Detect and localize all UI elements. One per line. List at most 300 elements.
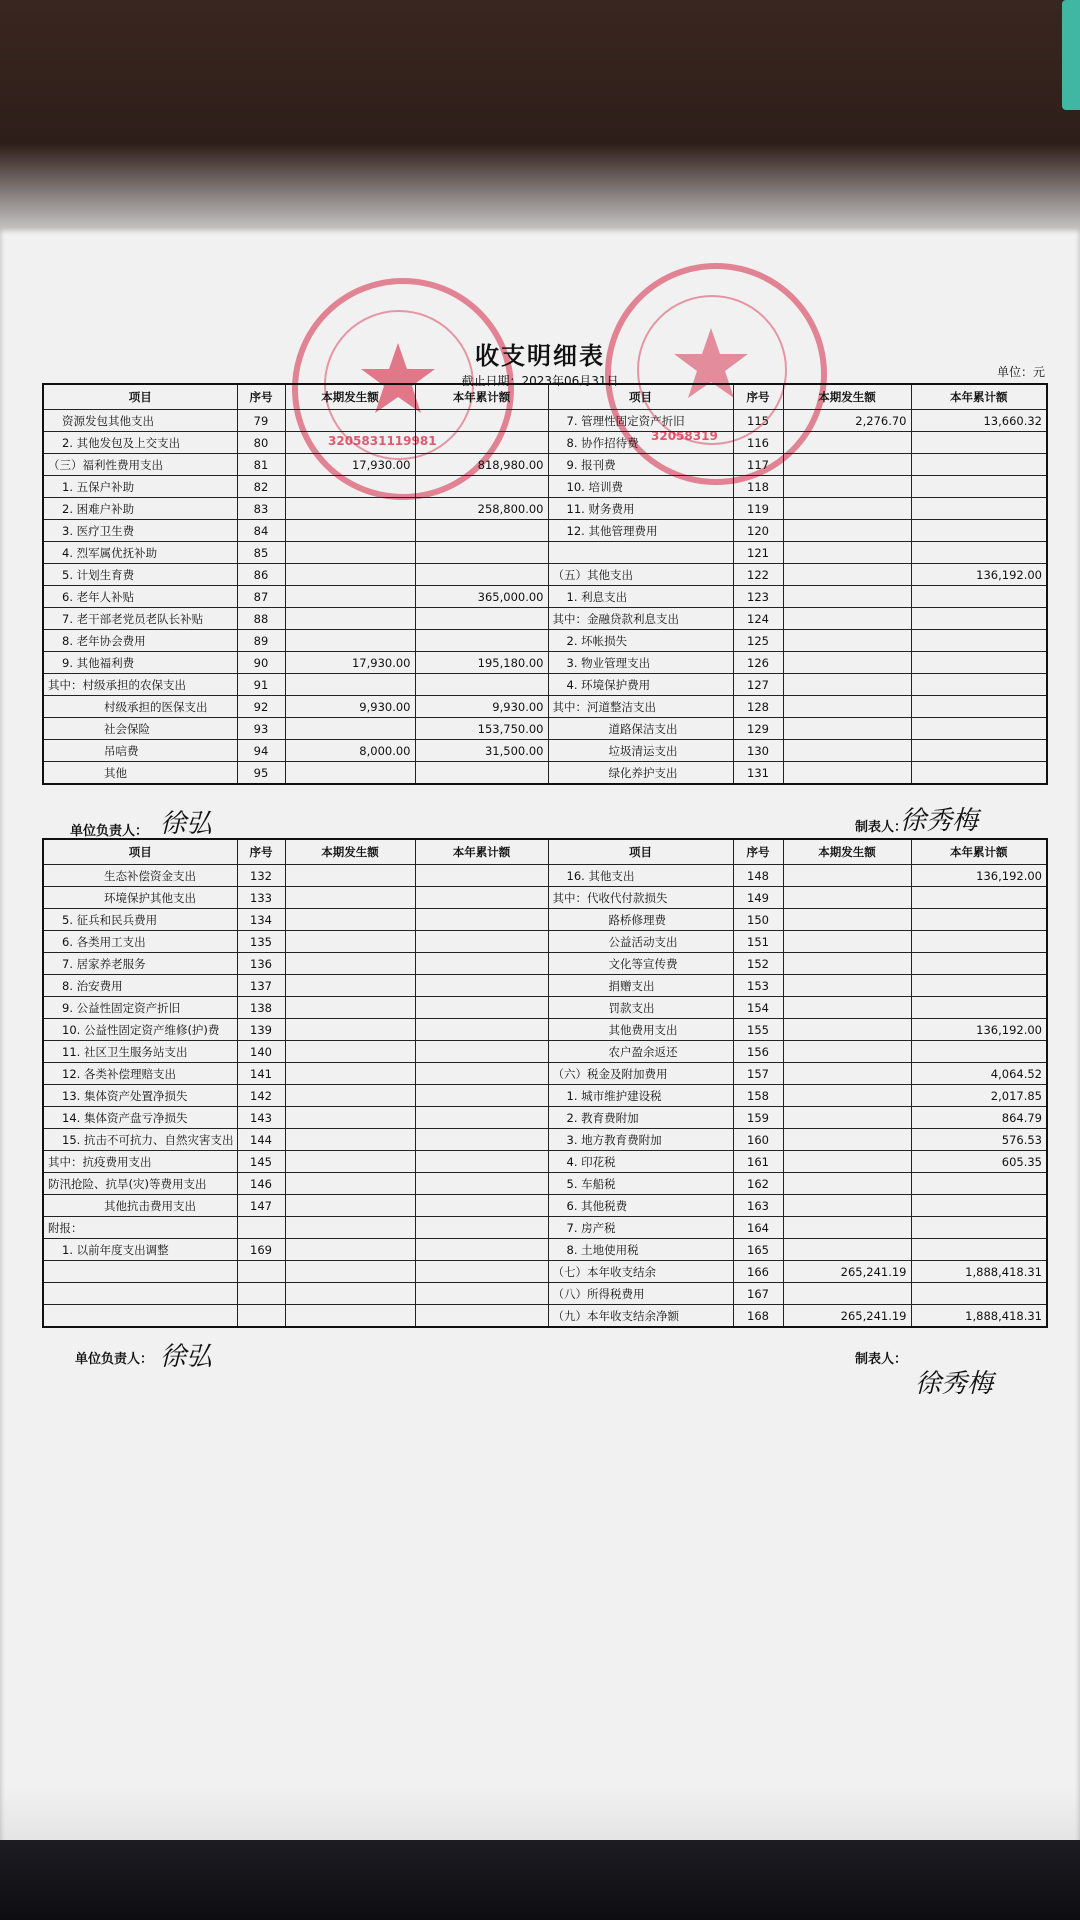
table-row — [43, 997, 1047, 1019]
ytd-right: 136,192.00 — [911, 865, 1047, 887]
seq-right: 148 — [733, 865, 783, 887]
ytd-left: 195,180.00 — [415, 652, 548, 674]
current-left — [285, 1085, 415, 1107]
current-right — [783, 953, 911, 975]
seq-right: 167 — [733, 1283, 783, 1305]
ytd-right — [911, 931, 1047, 953]
seq-right: 163 — [733, 1195, 783, 1217]
table-row — [43, 630, 1047, 652]
item-right: 文化等宣传费 — [548, 953, 733, 975]
item-right: 10. 培训费 — [548, 476, 733, 498]
item-right: 道路保洁支出 — [548, 718, 733, 740]
item-right: 公益活动支出 — [548, 931, 733, 953]
seq-left: 137 — [237, 975, 285, 997]
ytd-left — [415, 1305, 548, 1328]
current-left — [285, 520, 415, 542]
seq-left: 134 — [237, 909, 285, 931]
seq-left: 82 — [237, 476, 285, 498]
ytd-left — [415, 1217, 548, 1239]
ytd-left — [415, 542, 548, 564]
item-left: 7. 老干部老党员老队长补贴 — [43, 608, 237, 630]
responsible-label-1: 单位负责人： — [70, 824, 149, 839]
ytd-left — [415, 1239, 548, 1261]
seq-left: 141 — [237, 1063, 285, 1085]
seq-left: 94 — [237, 740, 285, 762]
table-row — [43, 1041, 1047, 1063]
ytd-right — [911, 1173, 1047, 1195]
table-row — [43, 586, 1047, 608]
current-right: 265,241.19 — [783, 1261, 911, 1283]
seq-left: 135 — [237, 931, 285, 953]
ytd-right — [911, 454, 1047, 476]
ytd-left — [415, 410, 548, 432]
ytd-left — [415, 476, 548, 498]
item-right: 其中：河道整洁支出 — [548, 696, 733, 718]
ytd-right — [911, 718, 1047, 740]
current-left — [285, 542, 415, 564]
seq-right: 154 — [733, 997, 783, 1019]
desk-background-bottom — [0, 1840, 1080, 1920]
current-left — [285, 630, 415, 652]
seq-right: 152 — [733, 953, 783, 975]
responsible-signature-2: 徐弘 — [160, 1342, 213, 1372]
ytd-right — [911, 1217, 1047, 1239]
current-right — [783, 652, 911, 674]
item-right: 16. 其他支出 — [548, 865, 733, 887]
table-row — [43, 1063, 1047, 1085]
current-right — [783, 520, 911, 542]
item-right: 9. 报刊费 — [548, 454, 733, 476]
current-left — [285, 887, 415, 909]
ytd-left — [415, 865, 548, 887]
seq-right: 168 — [733, 1305, 783, 1328]
seq-left — [237, 1261, 285, 1283]
current-right — [783, 1217, 911, 1239]
item-right: 11. 财务费用 — [548, 498, 733, 520]
seq-left: 91 — [237, 674, 285, 696]
table-row — [43, 931, 1047, 953]
table-header: 项目 序号 本期发生额 本年累计额 项目 序号 本期发生额 本年累计额 — [43, 839, 1047, 865]
current-left — [285, 718, 415, 740]
current-right — [783, 476, 911, 498]
ytd-left — [415, 997, 548, 1019]
document-title: 收支明细表 — [475, 342, 605, 370]
table-row — [43, 520, 1047, 542]
desk-background-top — [0, 0, 1080, 240]
date-line: 截止日期：2023年06月31日 — [461, 374, 619, 388]
ytd-right — [911, 1041, 1047, 1063]
table-row — [43, 909, 1047, 931]
ytd-right — [911, 498, 1047, 520]
current-left — [285, 1019, 415, 1041]
item-right: 7. 管理性固定资产折旧 — [548, 410, 733, 432]
current-right — [783, 1195, 911, 1217]
current-left — [285, 997, 415, 1019]
ytd-right — [911, 1239, 1047, 1261]
item-left: 2. 困难户补助 — [43, 498, 237, 520]
item-right: 路桥修理费 — [548, 909, 733, 931]
current-right — [783, 1063, 911, 1085]
current-right — [783, 498, 911, 520]
item-left: 9. 其他福利费 — [43, 652, 237, 674]
item-right: 垃圾清运支出 — [548, 740, 733, 762]
item-right: 绿化养护支出 — [548, 762, 733, 785]
item-right: 1. 城市维护建设税 — [548, 1085, 733, 1107]
current-right — [783, 1283, 911, 1305]
current-right — [783, 674, 911, 696]
table-row — [43, 454, 1047, 476]
table-header: 项目 序号 本期发生额 本年累计额 项目 序号 本期发生额 本年累计额 — [43, 384, 1047, 410]
item-left: 附报： — [43, 1217, 237, 1239]
current-left — [285, 865, 415, 887]
seq-left: 90 — [237, 652, 285, 674]
table-row — [43, 975, 1047, 997]
seq-left: 142 — [237, 1085, 285, 1107]
item-left: 1. 以前年度支出调整 — [43, 1239, 237, 1261]
current-right — [783, 542, 911, 564]
current-left — [285, 1217, 415, 1239]
item-left: 13. 集体资产处置净损失 — [43, 1085, 237, 1107]
current-left: 17,930.00 — [285, 652, 415, 674]
item-left: 12. 各类补偿理赔支出 — [43, 1063, 237, 1085]
seq-left: 79 — [237, 410, 285, 432]
seq-left: 169 — [237, 1239, 285, 1261]
table-row — [43, 887, 1047, 909]
current-right — [783, 718, 911, 740]
ytd-left — [415, 887, 548, 909]
responsible-label-2: 单位负责人： — [75, 1352, 154, 1367]
ytd-left — [415, 1151, 548, 1173]
seq-right: 124 — [733, 608, 783, 630]
table-row — [43, 674, 1047, 696]
item-right: 4. 印花税 — [548, 1151, 733, 1173]
ytd-right — [911, 630, 1047, 652]
ytd-left — [415, 432, 548, 454]
seq-left: 139 — [237, 1019, 285, 1041]
table-row — [43, 1305, 1047, 1328]
clip — [1062, 0, 1080, 110]
current-right: 2,276.70 — [783, 410, 911, 432]
table-row — [43, 1107, 1047, 1129]
red-seal-left: 3205831119981 — [292, 278, 514, 500]
ytd-right: 4,064.52 — [911, 1063, 1047, 1085]
item-left: 14. 集体资产盘亏净损失 — [43, 1107, 237, 1129]
item-left: 社会保险 — [43, 718, 237, 740]
seq-right: 130 — [733, 740, 783, 762]
seq-left: 95 — [237, 762, 285, 785]
red-seal-right: 32058319 — [605, 263, 827, 485]
current-left — [285, 432, 415, 454]
current-left — [285, 608, 415, 630]
item-right: （五）其他支出 — [548, 564, 733, 586]
seq-left: 86 — [237, 564, 285, 586]
ytd-left — [415, 630, 548, 652]
current-right — [783, 909, 911, 931]
ytd-left — [415, 953, 548, 975]
item-right: 8. 协作招待费 — [548, 432, 733, 454]
current-right — [783, 1107, 911, 1129]
item-right — [548, 542, 733, 564]
ytd-left: 153,750.00 — [415, 718, 548, 740]
current-right — [783, 630, 911, 652]
unit-label: 单位：元 — [996, 365, 1045, 379]
current-right — [783, 696, 911, 718]
preparer-signature-1: 徐秀梅 — [900, 806, 979, 836]
item-left: 5. 计划生育费 — [43, 564, 237, 586]
ytd-right: 2,017.85 — [911, 1085, 1047, 1107]
item-left: 6. 老年人补贴 — [43, 586, 237, 608]
ytd-left — [415, 1041, 548, 1063]
seq-left: 80 — [237, 432, 285, 454]
table-row — [43, 542, 1047, 564]
item-left: 其中：村级承担的农保支出 — [43, 674, 237, 696]
seq-right: 115 — [733, 410, 783, 432]
item-right: 其中：金融贷款利息支出 — [548, 608, 733, 630]
table-row — [43, 740, 1047, 762]
paper-shadow — [0, 1783, 1080, 1848]
current-right — [783, 586, 911, 608]
current-right — [783, 762, 911, 785]
ytd-left — [415, 1019, 548, 1041]
current-left — [285, 564, 415, 586]
current-right — [783, 1019, 911, 1041]
current-left — [285, 931, 415, 953]
current-right — [783, 432, 911, 454]
ytd-right: 136,192.00 — [911, 564, 1047, 586]
seq-right: 161 — [733, 1151, 783, 1173]
current-left: 9,930.00 — [285, 696, 415, 718]
ytd-left — [415, 762, 548, 785]
current-right — [783, 887, 911, 909]
table-row — [43, 608, 1047, 630]
item-left: 5. 征兵和民兵费用 — [43, 909, 237, 931]
seq-left: 88 — [237, 608, 285, 630]
table-row — [43, 1239, 1047, 1261]
seq-right: 150 — [733, 909, 783, 931]
ytd-left — [415, 1107, 548, 1129]
current-left — [285, 410, 415, 432]
item-right: （六）税金及附加费用 — [548, 1063, 733, 1085]
seq-right: 160 — [733, 1129, 783, 1151]
current-right — [783, 931, 911, 953]
item-right: 3. 物业管理支出 — [548, 652, 733, 674]
ytd-left — [415, 931, 548, 953]
seq-right: 120 — [733, 520, 783, 542]
item-left: 防汛抢险、抗旱(灾)等费用支出 — [43, 1173, 237, 1195]
ytd-left — [415, 909, 548, 931]
ytd-left — [415, 608, 548, 630]
seq-right: 155 — [733, 1019, 783, 1041]
item-right: 罚款支出 — [548, 997, 733, 1019]
current-right — [783, 1041, 911, 1063]
seq-left: 83 — [237, 498, 285, 520]
current-left — [285, 586, 415, 608]
current-right — [783, 564, 911, 586]
current-left — [285, 1063, 415, 1085]
item-left: 8. 治安费用 — [43, 975, 237, 997]
seq-right: 121 — [733, 542, 783, 564]
current-left — [285, 1261, 415, 1283]
paper-sheet — [0, 228, 1080, 1848]
ytd-right: 605.35 — [911, 1151, 1047, 1173]
item-left: 9. 公益性固定资产折旧 — [43, 997, 237, 1019]
current-right — [783, 997, 911, 1019]
ytd-right — [911, 652, 1047, 674]
seq-right: 129 — [733, 718, 783, 740]
table-row — [43, 1019, 1047, 1041]
seq-right: 122 — [733, 564, 783, 586]
ytd-right: 1,888,418.31 — [911, 1261, 1047, 1283]
ytd-left — [415, 1173, 548, 1195]
ytd-right — [911, 586, 1047, 608]
seq-left: 136 — [237, 953, 285, 975]
ytd-left — [415, 520, 548, 542]
ytd-right — [911, 696, 1047, 718]
table-row — [43, 1151, 1047, 1173]
ytd-right: 576.53 — [911, 1129, 1047, 1151]
ytd-right — [911, 608, 1047, 630]
item-left: 15. 抗击不可抗力、自然灾害支出 — [43, 1129, 237, 1151]
current-right — [783, 1173, 911, 1195]
ytd-left: 9,930.00 — [415, 696, 548, 718]
table-row — [43, 1129, 1047, 1151]
item-left: 4. 烈军属优抚补助 — [43, 542, 237, 564]
table-row — [43, 652, 1047, 674]
seq-left: 143 — [237, 1107, 285, 1129]
current-left: 8,000.00 — [285, 740, 415, 762]
item-left: 1. 五保户补助 — [43, 476, 237, 498]
ytd-right — [911, 476, 1047, 498]
item-right: 2. 教育费附加 — [548, 1107, 733, 1129]
seq-right: 165 — [733, 1239, 783, 1261]
ytd-left: 31,500.00 — [415, 740, 548, 762]
current-right — [783, 1151, 911, 1173]
item-right: （八）所得税费用 — [548, 1283, 733, 1305]
item-right: 5. 车船税 — [548, 1173, 733, 1195]
item-left: （三）福利性费用支出 — [43, 454, 237, 476]
seq-right: 118 — [733, 476, 783, 498]
current-right — [783, 454, 911, 476]
item-left: 吊唁费 — [43, 740, 237, 762]
item-left: 生态补偿资金支出 — [43, 865, 237, 887]
item-left: 2. 其他发包及上交支出 — [43, 432, 237, 454]
item-right: 3. 地方教育费附加 — [548, 1129, 733, 1151]
seq-left: 140 — [237, 1041, 285, 1063]
ytd-right: 13,660.32 — [911, 410, 1047, 432]
item-left: 其他抗击费用支出 — [43, 1195, 237, 1217]
item-right: 其他费用支出 — [548, 1019, 733, 1041]
ytd-right — [911, 432, 1047, 454]
ytd-right — [911, 542, 1047, 564]
item-left: 6. 各类用工支出 — [43, 931, 237, 953]
current-left — [285, 1107, 415, 1129]
item-right: 12. 其他管理费用 — [548, 520, 733, 542]
ytd-right — [911, 909, 1047, 931]
seq-left: 81 — [237, 454, 285, 476]
seq-right: 159 — [733, 1107, 783, 1129]
preparer-label-2: 制表人： — [855, 1352, 908, 1367]
current-left — [285, 1151, 415, 1173]
item-left: 村级承担的医保支出 — [43, 696, 237, 718]
ytd-right — [911, 887, 1047, 909]
seq-left: 133 — [237, 887, 285, 909]
seq-right: 131 — [733, 762, 783, 785]
ytd-right — [911, 975, 1047, 997]
seq-left: 84 — [237, 520, 285, 542]
table-row — [43, 762, 1047, 785]
item-left — [43, 1283, 237, 1305]
responsible-signature-1: 徐弘 — [160, 809, 213, 839]
seq-left — [237, 1305, 285, 1328]
item-left — [43, 1305, 237, 1328]
current-left — [285, 498, 415, 520]
item-left: 资源发包其他支出 — [43, 410, 237, 432]
seq-left: 87 — [237, 586, 285, 608]
item-left: 7. 居家养老服务 — [43, 953, 237, 975]
item-right: 6. 其他税费 — [548, 1195, 733, 1217]
current-right — [783, 1129, 911, 1151]
table-row — [43, 1261, 1047, 1283]
item-right: 捐赠支出 — [548, 975, 733, 997]
item-right: 农户盈余返还 — [548, 1041, 733, 1063]
table-row — [43, 498, 1047, 520]
seq-left: 146 — [237, 1173, 285, 1195]
ytd-right — [911, 740, 1047, 762]
ytd-left: 365,000.00 — [415, 586, 548, 608]
seq-left: 92 — [237, 696, 285, 718]
seq-right: 117 — [733, 454, 783, 476]
seq-right: 123 — [733, 586, 783, 608]
seq-left — [237, 1283, 285, 1305]
ytd-left — [415, 1261, 548, 1283]
ytd-left: 258,800.00 — [415, 498, 548, 520]
seq-left: 132 — [237, 865, 285, 887]
preparer-signature-2: 徐秀梅 — [915, 1369, 994, 1399]
item-left: 其中：抗疫费用支出 — [43, 1151, 237, 1173]
current-left — [285, 1041, 415, 1063]
seq-right: 128 — [733, 696, 783, 718]
ytd-left — [415, 564, 548, 586]
seq-left: 145 — [237, 1151, 285, 1173]
seq-right: 126 — [733, 652, 783, 674]
current-left — [285, 1239, 415, 1261]
table-row — [43, 1085, 1047, 1107]
item-left: 8. 老年协会费用 — [43, 630, 237, 652]
current-left — [285, 953, 415, 975]
current-left — [285, 1129, 415, 1151]
seq-right: 125 — [733, 630, 783, 652]
seq-right: 119 — [733, 498, 783, 520]
seq-right: 149 — [733, 887, 783, 909]
ytd-right: 1,888,418.31 — [911, 1305, 1047, 1328]
ytd-left — [415, 975, 548, 997]
current-left — [285, 1173, 415, 1195]
current-left — [285, 1195, 415, 1217]
preparer-label-1: 制表人： — [855, 820, 908, 835]
ytd-left — [415, 1195, 548, 1217]
seq-left: 85 — [237, 542, 285, 564]
item-right: 7. 房产税 — [548, 1217, 733, 1239]
table-row — [43, 564, 1047, 586]
seq-right: 158 — [733, 1085, 783, 1107]
current-left — [285, 1283, 415, 1305]
item-right: 2. 坏帐损失 — [548, 630, 733, 652]
expense-table-1 — [42, 383, 1048, 785]
table-row — [43, 432, 1047, 454]
current-right: 265,241.19 — [783, 1305, 911, 1328]
ytd-right: 864.79 — [911, 1107, 1047, 1129]
current-left: 17,930.00 — [285, 454, 415, 476]
